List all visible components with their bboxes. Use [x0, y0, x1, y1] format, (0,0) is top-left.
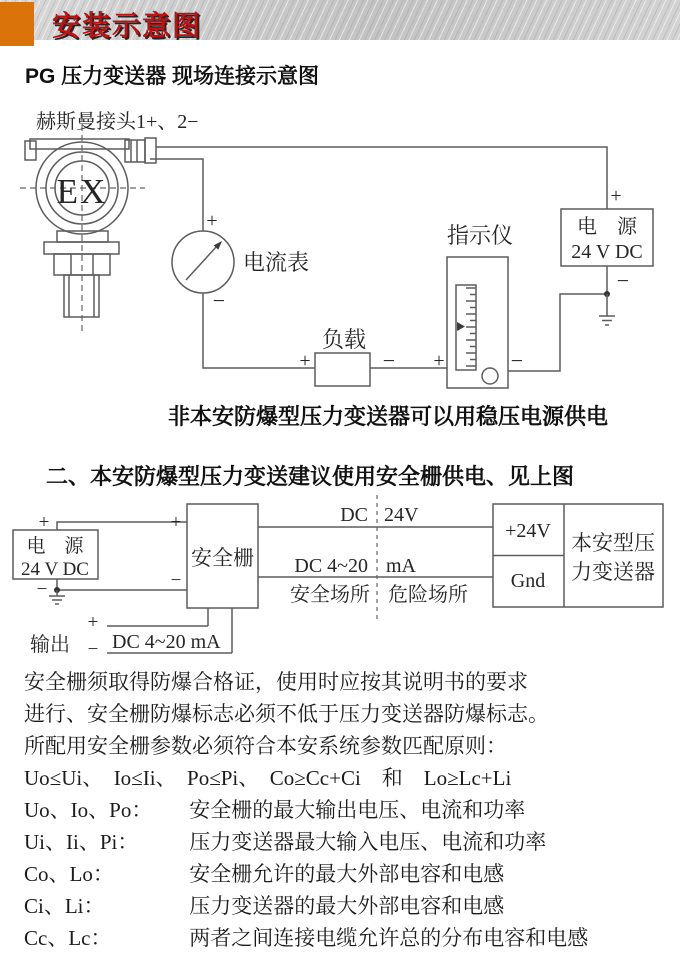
definition-term: Ui、Ii、Pi： — [24, 830, 139, 854]
device-label-line1: 本安型压 — [571, 531, 655, 555]
definition-term: Cc、Lc： — [24, 926, 112, 950]
definition-row — [24, 826, 669, 858]
output-minus-sign: − — [87, 639, 99, 660]
barrier-minus-sign: − — [170, 570, 182, 591]
section1-subtitle: PG 压力变送器 现场连接示意图 — [25, 65, 320, 88]
definition-term: Co、Lo： — [24, 862, 114, 886]
page-title: 安装示意图 — [52, 10, 203, 41]
power-plus-sign: + — [610, 185, 622, 207]
output-plus-sign: + — [87, 612, 99, 633]
load-label: 负载 — [321, 327, 367, 352]
indicator-minus-sign: − — [510, 348, 524, 373]
field-connection-diagram — [0, 95, 680, 407]
output-signal-label: DC 4~20 mA — [112, 631, 221, 653]
parameter-formula: Uo≤Ui、 Io≤Ii、 Po≤Pi、 Co≥Cc+Ci 和 Lo≥Lc+Li — [24, 766, 512, 790]
definition-row — [24, 890, 669, 922]
note-line: 进行、安全栅防爆标志必须不低于压力变送器防爆标志。 — [24, 702, 549, 726]
ammeter-plus-sign: + — [206, 210, 218, 232]
wire-bottom-left-label: DC 4~20 — [294, 555, 368, 577]
indicator — [433, 223, 523, 388]
definition-desc: 压力变送器的最大外部电容和电感 — [189, 894, 505, 918]
barrier-plus-sign: + — [170, 512, 182, 533]
load — [299, 327, 395, 386]
load-minus-sign: − — [382, 348, 396, 373]
device-label-line2: 力变送器 — [571, 560, 655, 584]
loop-wires — [150, 147, 607, 371]
definition-desc: 安全栅允许的最大外部电容和电感 — [189, 862, 505, 886]
safety-barrier-diagram — [0, 495, 680, 665]
connector-label: 赫斯曼接头1+、2− — [36, 111, 199, 133]
power2-label-line2: 24 V DC — [21, 559, 89, 580]
indicator-plus-sign: + — [433, 350, 445, 372]
ammeter-label: 电流表 — [243, 250, 310, 275]
section1-caption: 非本安防爆型压力变送器可以用稳压电源供电 — [168, 404, 609, 429]
ground-symbol — [599, 294, 615, 325]
safety-barrier — [171, 504, 258, 608]
barrier-wires — [54, 522, 187, 593]
ground-symbol-2 — [49, 590, 65, 604]
ex-mark: EX — [56, 172, 108, 211]
section2-title: 二、本安防爆型压力变送建议使用安全栅供电、见上图 — [46, 464, 575, 489]
power-supply-2 — [13, 512, 98, 600]
power2-minus-sign: − — [36, 579, 48, 600]
terminal-plus24v: +24V — [505, 520, 551, 542]
notes-block — [24, 666, 669, 954]
note-line: 安全栅须取得防爆合格证，使用时应按其说明书的要求 — [24, 670, 528, 694]
zone-safe-label: 安全场所 — [290, 584, 370, 606]
ammeter-minus-sign: − — [212, 288, 226, 313]
definition-desc: 安全栅的最大输出电压、电流和功率 — [189, 798, 526, 822]
indicator-label: 指示仪 — [446, 223, 514, 248]
definition-row — [24, 794, 669, 826]
power-label-line1: 电 源 — [577, 216, 637, 238]
definition-desc: 两者之间连接电缆允许总的分布电容和电感 — [189, 926, 589, 950]
header-accent-block — [0, 2, 34, 46]
definition-desc: 压力变送器最大输入电压、电流和功率 — [189, 830, 547, 854]
wire-top-left-label: DC — [340, 504, 368, 526]
wire-labels — [290, 504, 468, 606]
power2-label-line1: 电 源 — [26, 536, 84, 557]
definition-row — [24, 922, 669, 954]
header-band — [0, 0, 680, 40]
output-terminals — [30, 608, 232, 660]
note-line: 所配用安全栅参数必须符合本安系统参数匹配原则： — [24, 734, 507, 758]
barrier-label: 安全栅 — [191, 546, 254, 570]
wire-bottom-right-label: mA — [386, 555, 416, 577]
power-minus-sign: − — [616, 268, 630, 293]
ammeter — [172, 210, 309, 313]
power-label-line2: 24 V DC — [571, 241, 643, 263]
definition-term: Uo、Io、Po： — [24, 798, 153, 822]
definition-term: Ci、Li： — [24, 894, 105, 918]
power2-plus-sign: + — [38, 512, 50, 533]
pressure-transmitter — [25, 138, 156, 317]
load-plus-sign: + — [299, 350, 311, 372]
transmitter-terminal-box — [493, 504, 663, 607]
zone-hazard-label: 危险场所 — [388, 584, 468, 606]
terminal-gnd: Gnd — [510, 570, 546, 592]
definition-row — [24, 858, 669, 890]
output-label: 输出 — [30, 634, 70, 656]
wire-top-right-label: 24V — [384, 504, 419, 526]
